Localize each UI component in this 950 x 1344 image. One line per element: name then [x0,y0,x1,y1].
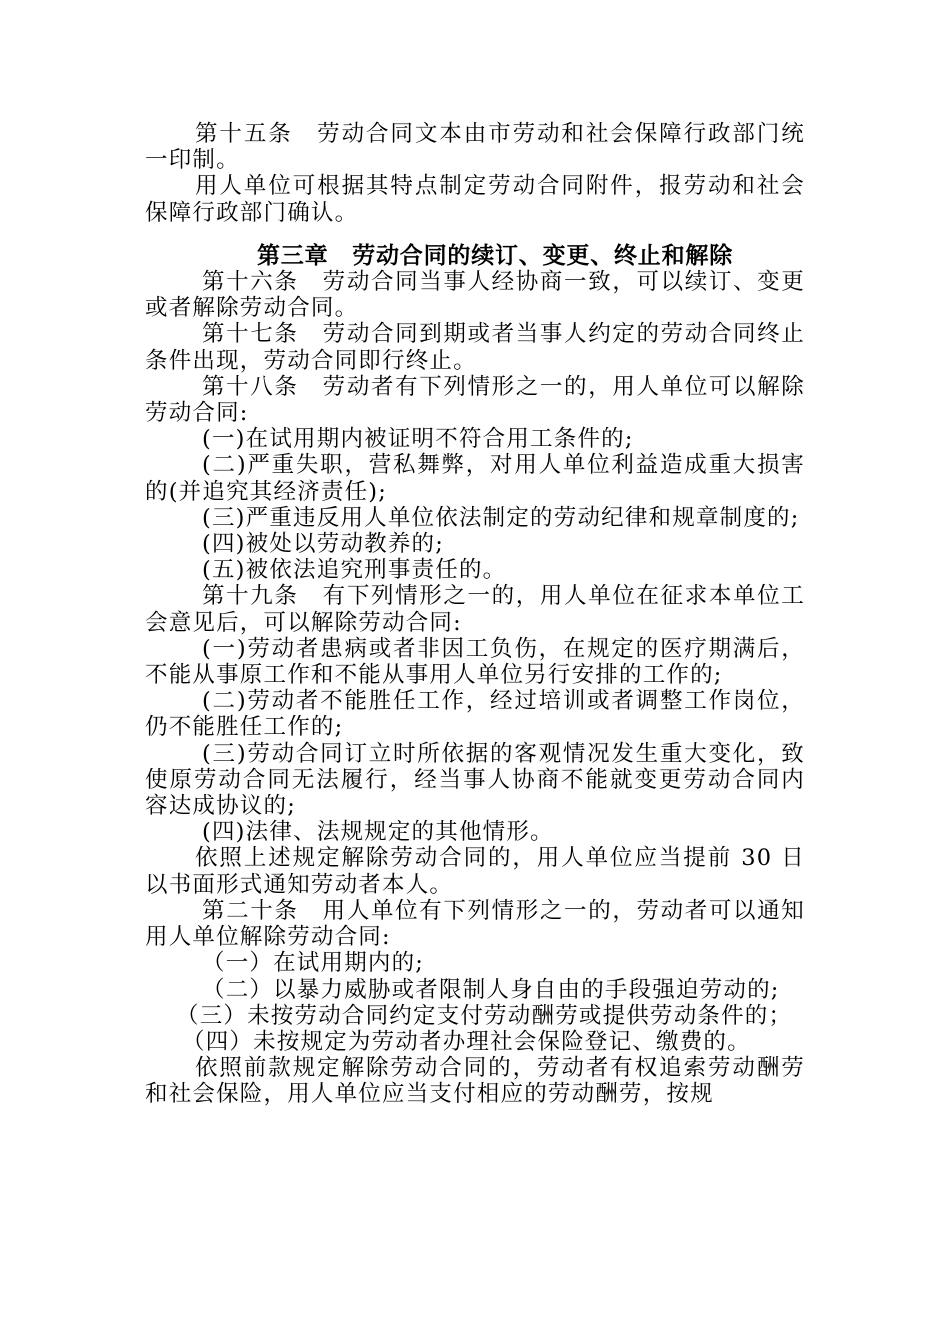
article-20: 第二十条 用人单位有下列情形之一的，劳动者可以通知用人单位解除劳动合同: [145,897,805,951]
article-18-item-1: (一)在试用期内被证明不符合用工条件的; [202,426,634,453]
article-17: 第十七条 劳动合同到期或者当事人约定的劳动合同终止条件出现，劳动合同即行终止。 [145,321,805,374]
chapter-3-heading: 第三章 劳动合同的续订、变更、终止和解除 [257,241,733,269]
article-18-item-4: (四)被处以劳动教养的; [202,531,445,558]
document-body [145,121,805,1108]
article-18-item-3: (三)严重违反用人单位依法制定的劳动纪律和规章制度的; [202,504,800,531]
article-19-notice: 依照上述规定解除劳动合同的，用人单位应当提前 30 日以书面形式通知劳动者本人。 [145,845,805,898]
article-18-item-2: (二)严重失职，营私舞弊，对用人单位利益造成重大损害的(并追究其经济责任); [145,452,805,505]
article-15: 第十五条 劳动合同文本由市劳动和社会保障行政部门统一印制。 [145,121,805,174]
article-16: 第十六条 劳动合同当事人经协商一致，可以续订、变更或者解除劳动合同。 [145,269,805,322]
article-20-items-3-4: （三）未按劳动合同约定支付劳动酬劳或提供劳动条件的；（四）未按规定为劳动者办理社会保险登记、缴费的。 [176,1002,793,1055]
article-19-item-3: (三)劳动合同订立时所依据的客观情况发生重大变化，致使原劳动合同无法履行，经当事人协商不能就变更劳动合同内容达成协议的; [145,740,805,820]
article-19-item-1: (一)劳动者患病或者非因工负伤，在规定的医疗期满后，不能从事原工作和不能从事用人单位另行安排的工作的; [145,635,805,689]
article-18-item-5: (五)被依法追究刑事责任的。 [202,557,507,584]
article-19-item-4: (四)法律、法规规定的其他情形。 [202,819,554,846]
article-18: 第十八条 劳动者有下列情形之一的，用人单位可以解除劳动合同: [145,373,805,427]
article-19-item-2: (二)劳动者不能胜任工作，经过培训或者调整工作岗位，仍不能胜任工作的; [145,688,805,741]
article-20-remedy: 依照前款规定解除劳动合同的，劳动者有权追索劳动酬劳和社会保险，用人单位应当支付相应的劳动酬劳，按规 [145,1055,805,1108]
article-20-item-2: （二）以暴力威胁或者限制人身自由的手段强迫劳动的; [202,976,780,1003]
article-15-para-2: 用人单位可根据其特点制定劳动合同附件，报劳动和社会保障行政部门确认。 [145,173,805,226]
article-20-item-1: （一）在试用期内的; [202,950,425,977]
article-19: 第十九条 有下列情形之一的，用人单位在征求本单位工会意见后，可以解除劳动合同: [145,583,805,636]
